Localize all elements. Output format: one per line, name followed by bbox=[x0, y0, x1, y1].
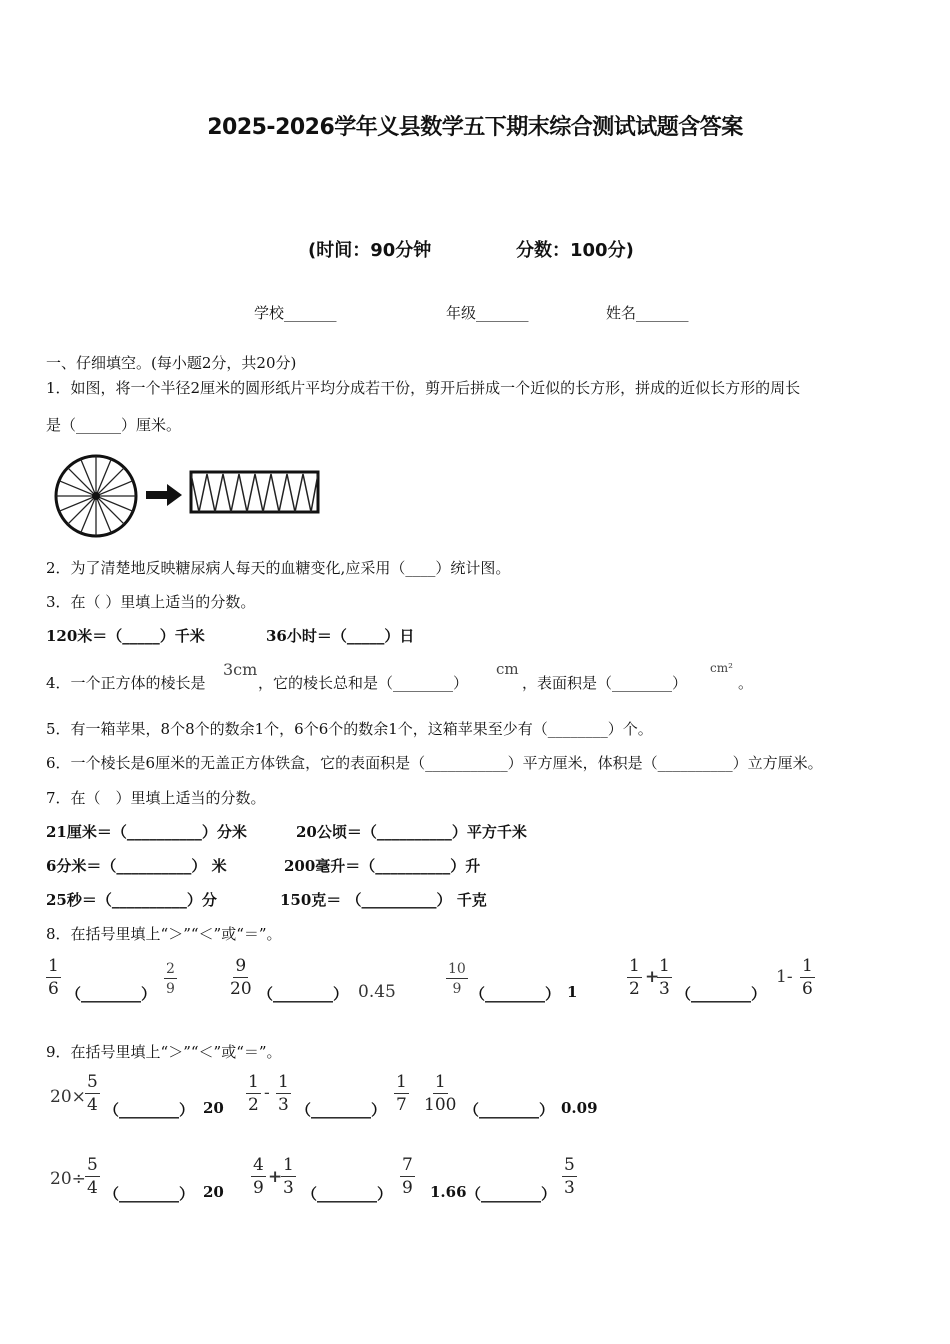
fraction: $\frac{5}{4}$ bbox=[87, 1072, 98, 1115]
fraction: $\frac{1}{7}$ bbox=[396, 1072, 407, 1115]
compare-blank[interactable]: （________） bbox=[464, 1101, 555, 1119]
compare-blank[interactable]: （________） bbox=[302, 1185, 393, 1203]
unit-cm2: cm² bbox=[710, 661, 733, 675]
unit-3cm: 3cm bbox=[223, 660, 258, 679]
value: 20 bbox=[203, 1099, 224, 1117]
question-7-r1b: 20公顷＝（__________）平方千米 bbox=[296, 823, 527, 841]
fraction: $\frac{7}{9}$ bbox=[402, 1155, 413, 1198]
section-heading: 一、仔细填空。(每小题2分，共20分) bbox=[46, 354, 297, 372]
fraction: $\frac{1}{3}$ bbox=[283, 1155, 294, 1198]
value: 0.45 bbox=[358, 982, 396, 1002]
compare-blank[interactable]: （________） bbox=[104, 1101, 195, 1119]
fraction: $\frac{1}{2}$ bbox=[629, 956, 640, 999]
compare-blank[interactable]: （________） bbox=[470, 985, 561, 1003]
expression: 20÷ bbox=[50, 1169, 86, 1189]
compare-blank[interactable]: （________） bbox=[258, 985, 349, 1003]
compare-blank[interactable]: （________） bbox=[676, 985, 767, 1003]
fraction: $\frac{1}{3}$ bbox=[659, 956, 670, 999]
circle-to-rectangle-figure bbox=[50, 450, 330, 542]
fraction: $\frac{10}{9}$ bbox=[448, 961, 466, 997]
question-8: 8．在括号里填上“＞”“＜”或“＝”。 bbox=[46, 925, 282, 943]
value: 0.09 bbox=[561, 1099, 598, 1117]
compare-blank[interactable]: （________） bbox=[466, 1185, 557, 1203]
compare-blank[interactable]: （________） bbox=[66, 985, 157, 1003]
question-4-part2: ，它的棱长总和是（________） bbox=[258, 674, 469, 692]
question-2: 2．为了清楚地反映糖尿病人每天的血糖变化,应采用（____）统计图。 bbox=[46, 559, 511, 577]
question-5: 5．有一箱苹果，8个8个的数余1个，6个6个的数余1个，这箱苹果至少有（________）个。 bbox=[46, 720, 653, 738]
question-7-r2a: 6分米＝（__________） 米 bbox=[46, 857, 227, 875]
question-4-part1: 4．一个正方体的棱长是 bbox=[46, 674, 206, 692]
time-info: (时间：90分钟 bbox=[308, 240, 432, 261]
question-1-answer: 是（______）厘米。 bbox=[46, 416, 182, 434]
question-3-a: 120米＝（_____）千米 bbox=[46, 627, 205, 645]
fraction: $\frac{1}{3}$ bbox=[278, 1072, 289, 1115]
minus-sign: - bbox=[264, 1083, 270, 1103]
question-4-part4: 。 bbox=[738, 674, 754, 692]
expression: 20× bbox=[50, 1087, 86, 1107]
name-field[interactable]: 姓名_______ bbox=[606, 304, 689, 322]
fraction: $\frac{2}{9}$ bbox=[166, 961, 175, 997]
value: 1.66 bbox=[430, 1183, 467, 1201]
unit-cm: cm bbox=[496, 660, 519, 678]
question-7-r3b: 150克＝ （__________） 千克 bbox=[280, 891, 487, 909]
fraction: $\frac{1}{6}$ bbox=[48, 956, 59, 999]
fraction: $\frac{4}{9}$ bbox=[253, 1155, 264, 1198]
question-3: 3．在（ ）里填上适当的分数。 bbox=[46, 593, 256, 611]
question-3-b: 36小时＝（_____）日 bbox=[266, 627, 415, 645]
question-7: 7．在（ ）里填上适当的分数。 bbox=[46, 789, 266, 807]
fraction: $\frac{1}{6}$ bbox=[802, 956, 813, 999]
value: 1 bbox=[567, 983, 578, 1001]
fraction: $\frac{5}{3}$ bbox=[564, 1155, 575, 1198]
plus-sign: + bbox=[268, 1167, 283, 1187]
question-7-r2b: 200毫升＝（__________）升 bbox=[284, 857, 481, 875]
compare-blank[interactable]: （________） bbox=[104, 1185, 195, 1203]
divided-circle-icon bbox=[56, 456, 136, 536]
question-6: 6．一个棱长是6厘米的无盖正方体铁盒，它的表面积是（___________）平方厘米，体积是（__________）立方厘米。 bbox=[46, 754, 823, 772]
fraction: $\frac{9}{20}$ bbox=[230, 956, 252, 999]
fraction: $\frac{1}{100}$ bbox=[424, 1072, 457, 1115]
score-info: 分数：100分) bbox=[516, 240, 634, 261]
page-title: 2025-2026学年义县数学五下期末综合测试试题含答案 bbox=[207, 115, 743, 140]
question-7-r3a: 25秒＝（__________）分 bbox=[46, 891, 217, 909]
compare-blank[interactable]: （________） bbox=[296, 1101, 387, 1119]
fraction: $\frac{1}{2}$ bbox=[248, 1072, 259, 1115]
fraction: $\frac{5}{4}$ bbox=[87, 1155, 98, 1198]
school-field[interactable]: 学校_______ bbox=[254, 304, 337, 322]
question-1: 1．如图，将一个半径2厘米的圆形纸片平均分成若干份，剪开后拼成一个近似的长方形，拼成的近似长方形的周长 bbox=[46, 379, 801, 397]
plus-sign: + bbox=[645, 967, 660, 987]
question-4-part3: ，表面积是（________） bbox=[522, 674, 688, 692]
question-7-r1a: 21厘米＝（__________）分米 bbox=[46, 823, 247, 841]
zigzag-rectangle-icon bbox=[191, 472, 318, 512]
question-9: 9．在括号里填上“＞”“＜”或“＝”。 bbox=[46, 1043, 282, 1061]
value: 20 bbox=[203, 1183, 224, 1201]
arrow-right-icon bbox=[146, 484, 182, 506]
grade-field[interactable]: 年级_______ bbox=[446, 304, 529, 322]
value: 1- bbox=[776, 967, 793, 987]
